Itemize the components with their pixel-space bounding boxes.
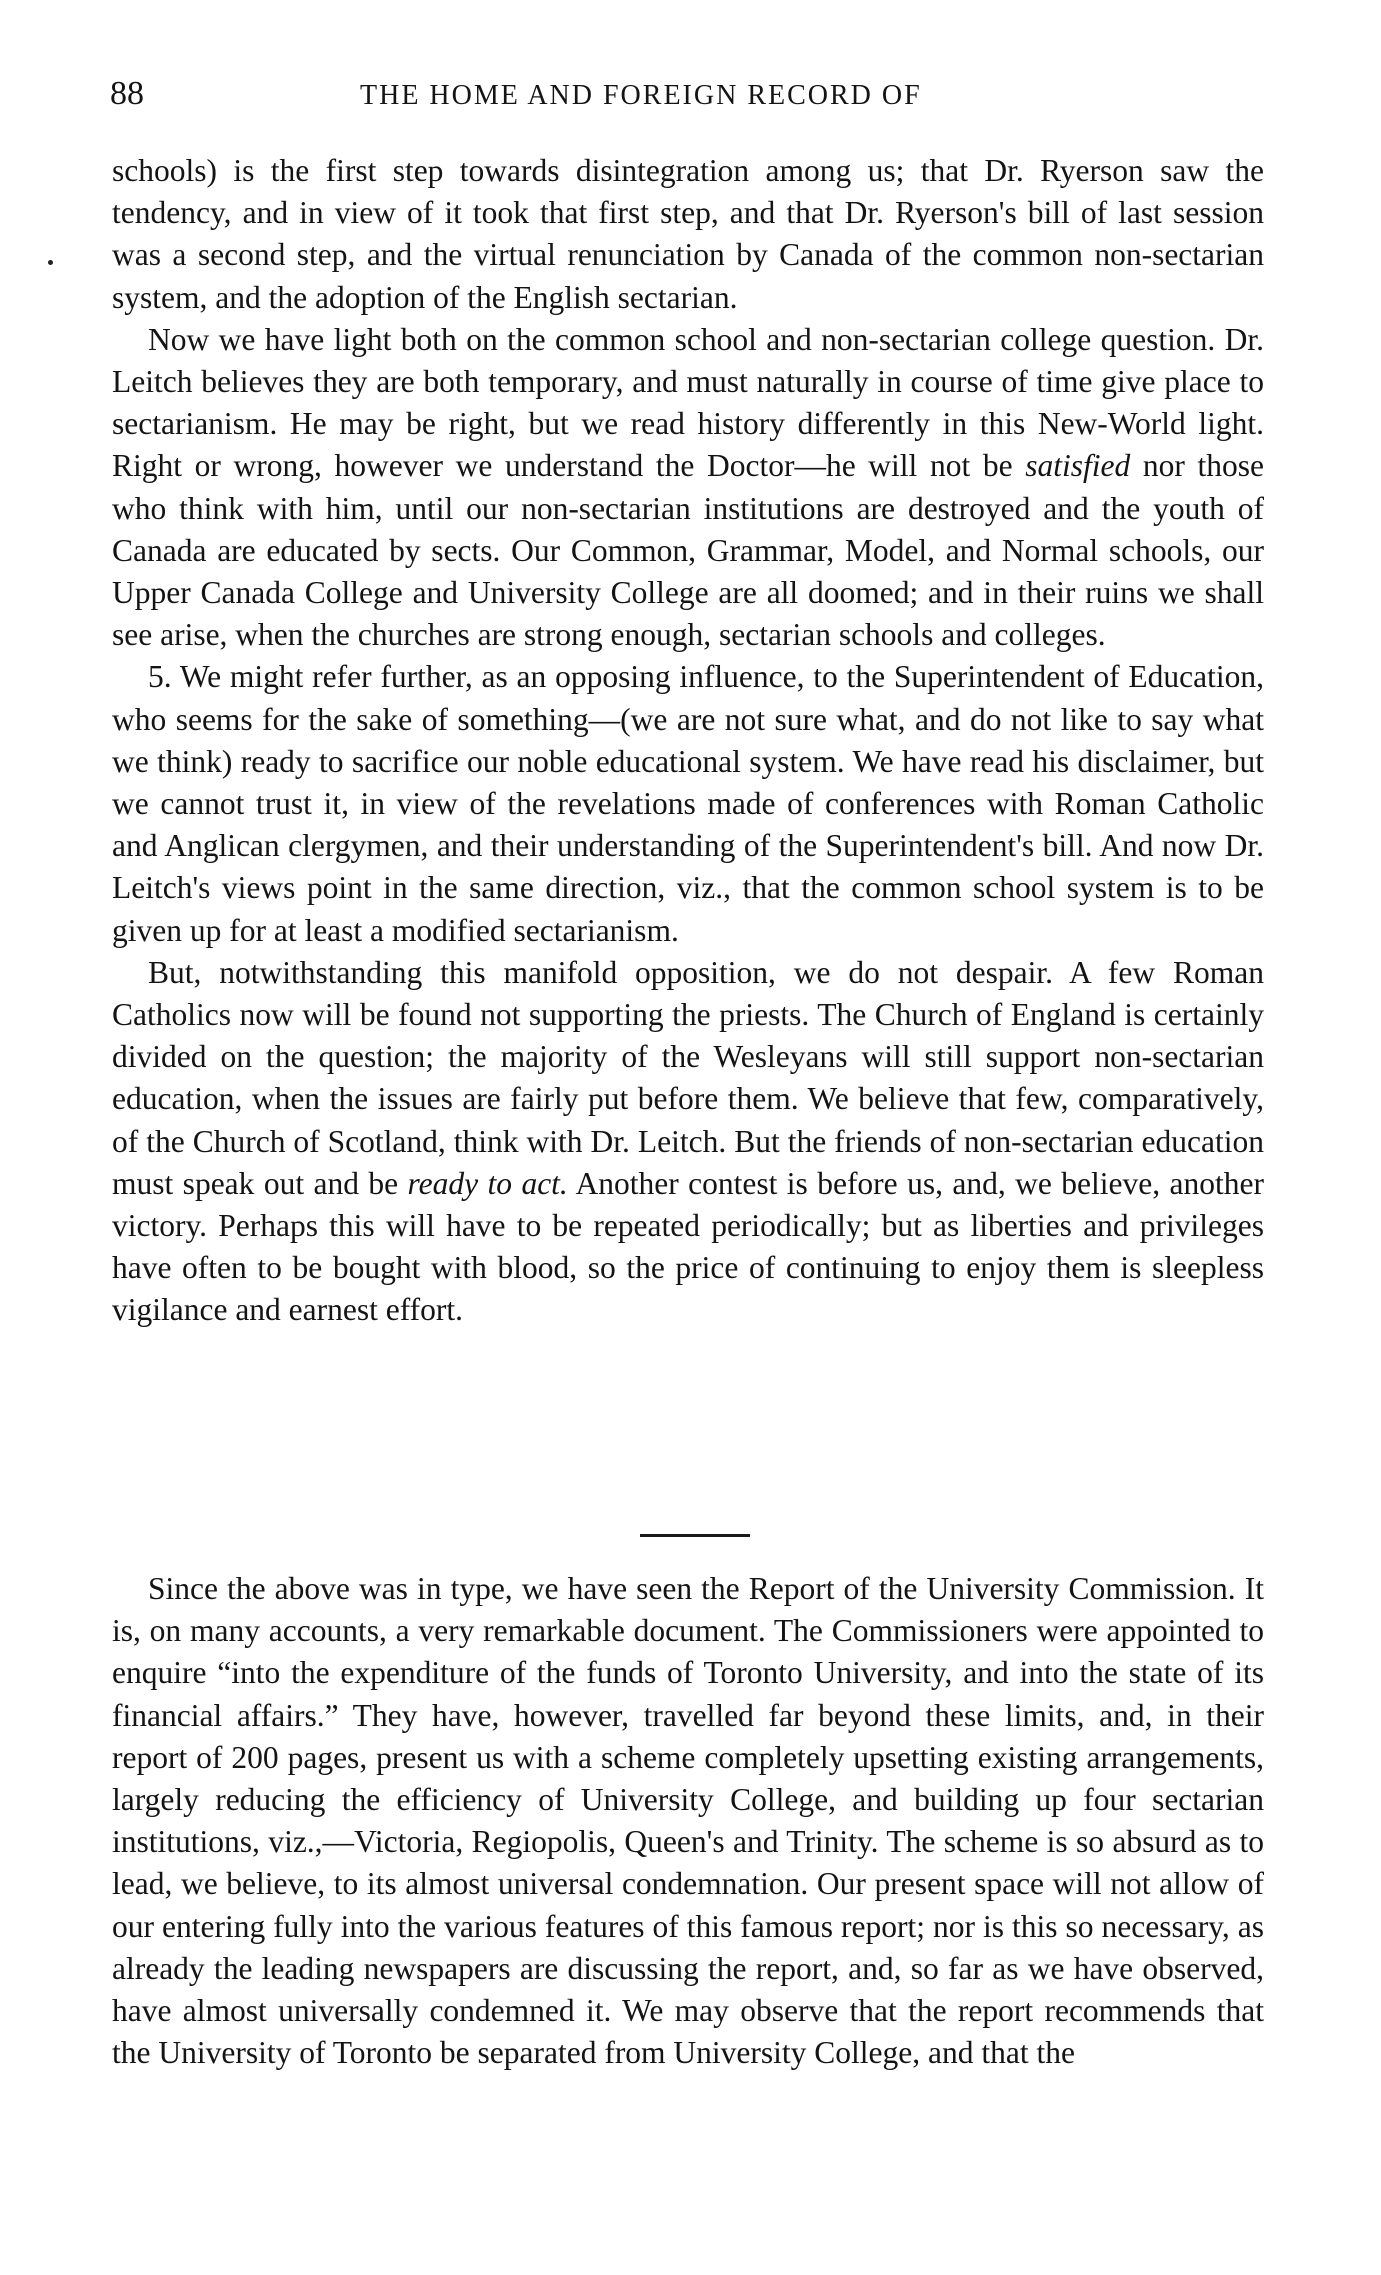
paragraph-4-emphasis: ready to act.: [407, 1165, 568, 1201]
paragraph-2-text-a: Now we have light both on the common school and non-sectarian college question. Dr. Leitch believes they are both temporary, and must naturally in course of time give place to sectarianism. He may be right, but we read history differently in this New-World light. Right or wrong, however we understand the Doctor—he will not be: [112, 321, 1264, 484]
page-number: 88: [110, 75, 144, 112]
paragraph-4: [112, 952, 1264, 1332]
paragraph-2-emphasis: satisfied: [1025, 448, 1131, 484]
paragraph-1: schools) is the first step towards disintegration among us; that Dr. Ryerson saw the tendency, and in view of it took that first step, and that Dr. Ryerson's bill of last session was a second step, and the virtual renunciation by Canada of the common non-sectarian system, and the adoption of the English sectarian.: [112, 153, 1264, 315]
margin-mark: [48, 260, 53, 265]
page-header: [110, 72, 1260, 116]
paragraph-2-text-b: nor those who think with him, until our non-sectarian institutions are destroyed and the youth of Canada are educated by sects. Our Common, Grammar, Model, and Normal schools, our Upper Canada College and University College are all doomed; and in their ruins we shall see arise, when the churches are strong enough, sectarian schools and colleges.: [112, 448, 1264, 653]
paragraph-5: Since the above was in type, we have seen the Report of the University Commission. It is, on many accounts, a very remarkable document. The Commissioners were appointed to enquire “into the expenditure of the funds of Toronto University, and into the state of its financial affairs.” They have, however, travelled far beyond these limits, and, in their report of 200 pages, present us with a scheme completely upsetting existing arrangements, largely reducing the efficiency of University College, and building up four sectarian institutions, viz.,—Victoria, Regiopolis, Queen's and Trinity. The scheme is so absurd as to lead, we believe, to its almost universal condemnation. Our present space will not allow of our entering fully into the various features of this famous report; nor is this so necessary, as already the leading newspapers are discussing the report, and, so far as we have observed, have almost universally condemned it. We may observe that the report recommends that the University of Toronto be separated from University College, and that the: [112, 1571, 1264, 2071]
paragraph-2: [112, 319, 1264, 657]
upper-text-block: [112, 150, 1264, 1332]
lower-text-block: [112, 1568, 1264, 2074]
paragraph-3: 5. We might refer further, as an opposing influence, to the Superintendent of Education, who seems for the sake of something—(we are not sure what, and do not like to say what we think) ready to sacrifice our noble educational system. We have read his disclaimer, but we cannot trust it, in view of the revelations made of conferences with Roman Catholic and Anglican clergymen, and their understanding of the Superintendent's bill. And now Dr. Leitch's views point in the same direction, viz., that the common school system is to be given up for at least a modified sectarianism.: [112, 659, 1264, 948]
section-divider: [640, 1534, 750, 1537]
paragraph-4-text-b: Another contest is before us, and, we believe, another victory. Perhaps this will have to be repeated periodically; but as liberties and privileges have often to be bought with blood, so the price of continuing to enjoy them is sleepless vigilance and earnest effort.: [112, 1165, 1264, 1328]
running-head: THE HOME AND FOREIGN RECORD OF: [360, 80, 922, 111]
paragraph-4-text-a: But, notwithstanding this manifold opposition, we do not despair. A few Roman Catholics now will be found not supporting the priests. The Church of England is certainly divided on the question; the majority of the Wesleyans will still support non-sectarian education, when the issues are fairly put before them. We believe that few, comparatively, of the Church of Scotland, think with Dr. Leitch. But the friends of non-sectarian education must speak out and be: [112, 954, 1264, 1201]
